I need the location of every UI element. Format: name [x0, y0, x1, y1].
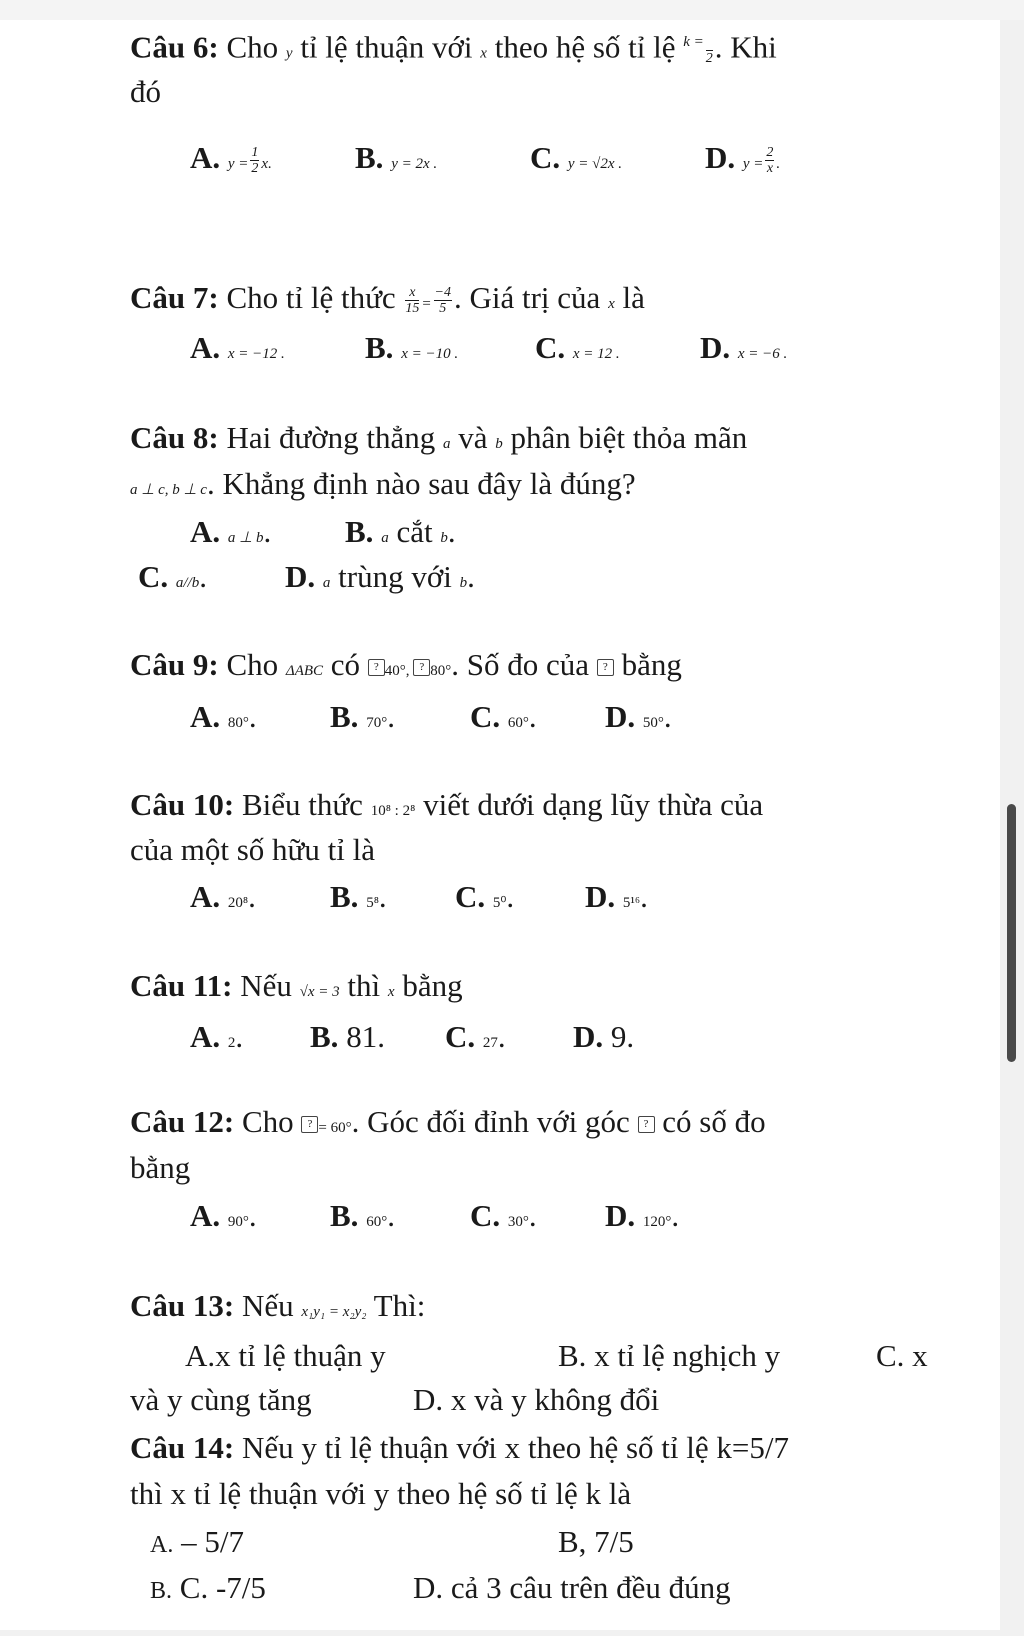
q7-stem: Câu 7: Cho tỉ lệ thức $\frac{x}{15}$ = $\frac{-4}{5}$ . Giá trị của x là [130, 280, 645, 317]
q11-label: Câu 11: [130, 968, 233, 1003]
q10-option-d: D. 5¹⁶. [585, 879, 648, 914]
q8-option-d: D. a trùng với b. [285, 559, 475, 594]
q8-option-b: B. a cắt b. [345, 514, 456, 549]
q6-option-d: D. y = $\frac{2}{x}$ . [705, 140, 781, 177]
q14-option-b: B, 7/5 [558, 1524, 634, 1559]
q12-option-c: C. 30°. [470, 1198, 537, 1233]
top-bar [0, 0, 1024, 21]
q10-label: Câu 10: [130, 787, 235, 822]
angle-c-glyph-icon: ? [597, 659, 614, 676]
q8-stem-line2: a ⊥ c, b ⊥ c. Khẳng định nào sau đây là đúng? [130, 466, 636, 501]
q12-option-b: B. 60°. [330, 1198, 395, 1233]
q9-label: Câu 9: [130, 647, 219, 682]
q13-option-a: A.x tỉ lệ thuận y [185, 1338, 386, 1373]
q12-label: Câu 12: [130, 1104, 235, 1139]
q6-option-b: B. y = 2x . [355, 140, 438, 175]
angle-a-glyph-icon: ? [368, 659, 385, 676]
q11-stem: Câu 11: Nếu √x = 3 thì x bằng [130, 968, 463, 1003]
q7-option-c: C. x = 12 . [535, 330, 620, 365]
q12-stem-line2: bằng [130, 1150, 191, 1185]
q12-option-d: D. 120°. [605, 1198, 680, 1233]
q10-option-a: A. 20⁸. [190, 879, 256, 914]
q14-option-c: B. C. -7/5 [150, 1570, 266, 1605]
scrollbar-thumb[interactable] [1007, 804, 1016, 1062]
q12-option-a: A. 90°. [190, 1198, 257, 1233]
q8-stem: Câu 8: Hai đường thẳng a và b phân biệt thỏa mãn [130, 420, 748, 455]
q9-option-a: A. 80°. [190, 699, 257, 734]
q9-option-b: B. 70°. [330, 699, 395, 734]
angle-xoy-glyph-icon: ? [301, 1116, 318, 1133]
angle-b-glyph-icon: ? [413, 659, 430, 676]
q7-option-d: D. x = −6 . [700, 330, 788, 365]
q6-option-c: C. y = √2x . [530, 140, 623, 175]
q12-stem: Câu 12: Cho ? = 60°. Góc đối đỉnh với góc ? có số đo [130, 1104, 766, 1139]
q14-option-a: A. – 5/7 [150, 1524, 244, 1559]
q9-option-c: C. 60°. [470, 699, 537, 734]
q8-option-a: A. a ⊥ b. [190, 514, 272, 549]
angle-xoy-glyph-icon-2: ? [638, 1116, 655, 1133]
q7-label: Câu 7: [130, 280, 219, 315]
q10-stem-line2: của một số hữu tỉ là [130, 832, 375, 867]
q13-option-c: C. x [876, 1338, 928, 1373]
q11-option-a: A. 2. [190, 1019, 244, 1054]
q11-option-c: C. 27. [445, 1019, 506, 1054]
q6-stem: Câu 6: Cho y tỉ lệ thuận với x theo hệ số tỉ lệ $^{k =}$ 2 . Khi [130, 29, 777, 66]
q11-option-d: D. 9. [573, 1019, 635, 1054]
q14-label: Câu 14: [130, 1430, 235, 1465]
q14-stem-line2: thì x tỉ lệ thuận với y theo hệ số tỉ lệ k là [130, 1476, 632, 1511]
q10-option-c: C. 5⁰. [455, 879, 515, 914]
q11-option-b: B. 81. [310, 1019, 385, 1054]
q10-option-b: B. 5⁸. [330, 879, 387, 914]
q14-option-d: D. cả 3 câu trên đều đúng [413, 1570, 731, 1605]
q6-option-a: A. y = $\frac{1}{2}$ x. [190, 140, 272, 177]
q13-option-c-cont: và y cùng tăng [130, 1382, 312, 1417]
q13-stem: Câu 13: Nếu x₁y₁ = x₂y₂ Thì: [130, 1288, 426, 1323]
q9-stem: Câu 9: Cho ΔABC có ? 40°, ? 80°. Số đo của ? bằng [130, 647, 682, 682]
q8-label: Câu 8: [130, 420, 219, 455]
q14-stem: Câu 14: Nếu y tỉ lệ thuận với x theo hệ số tỉ lệ k=5/7 [130, 1430, 789, 1465]
q10-stem: Câu 10: Biểu thức 10⁸ : 2⁸ viết dưới dạng lũy thừa của [130, 787, 764, 822]
q13-option-b: B. x tỉ lệ nghịch y [558, 1338, 781, 1373]
q7-option-a: A. x = −12 . [190, 330, 285, 365]
q6-stem-line2: đó [130, 74, 161, 109]
q9-option-d: D. 50°. [605, 699, 672, 734]
q13-option-d: D. x và y không đổi [413, 1382, 660, 1417]
q6-label: Câu 6: [130, 29, 219, 65]
q8-option-c: C. a//b. [138, 559, 207, 594]
q7-option-b: B. x = −10 . [365, 330, 459, 365]
q13-label: Câu 13: [130, 1288, 235, 1323]
